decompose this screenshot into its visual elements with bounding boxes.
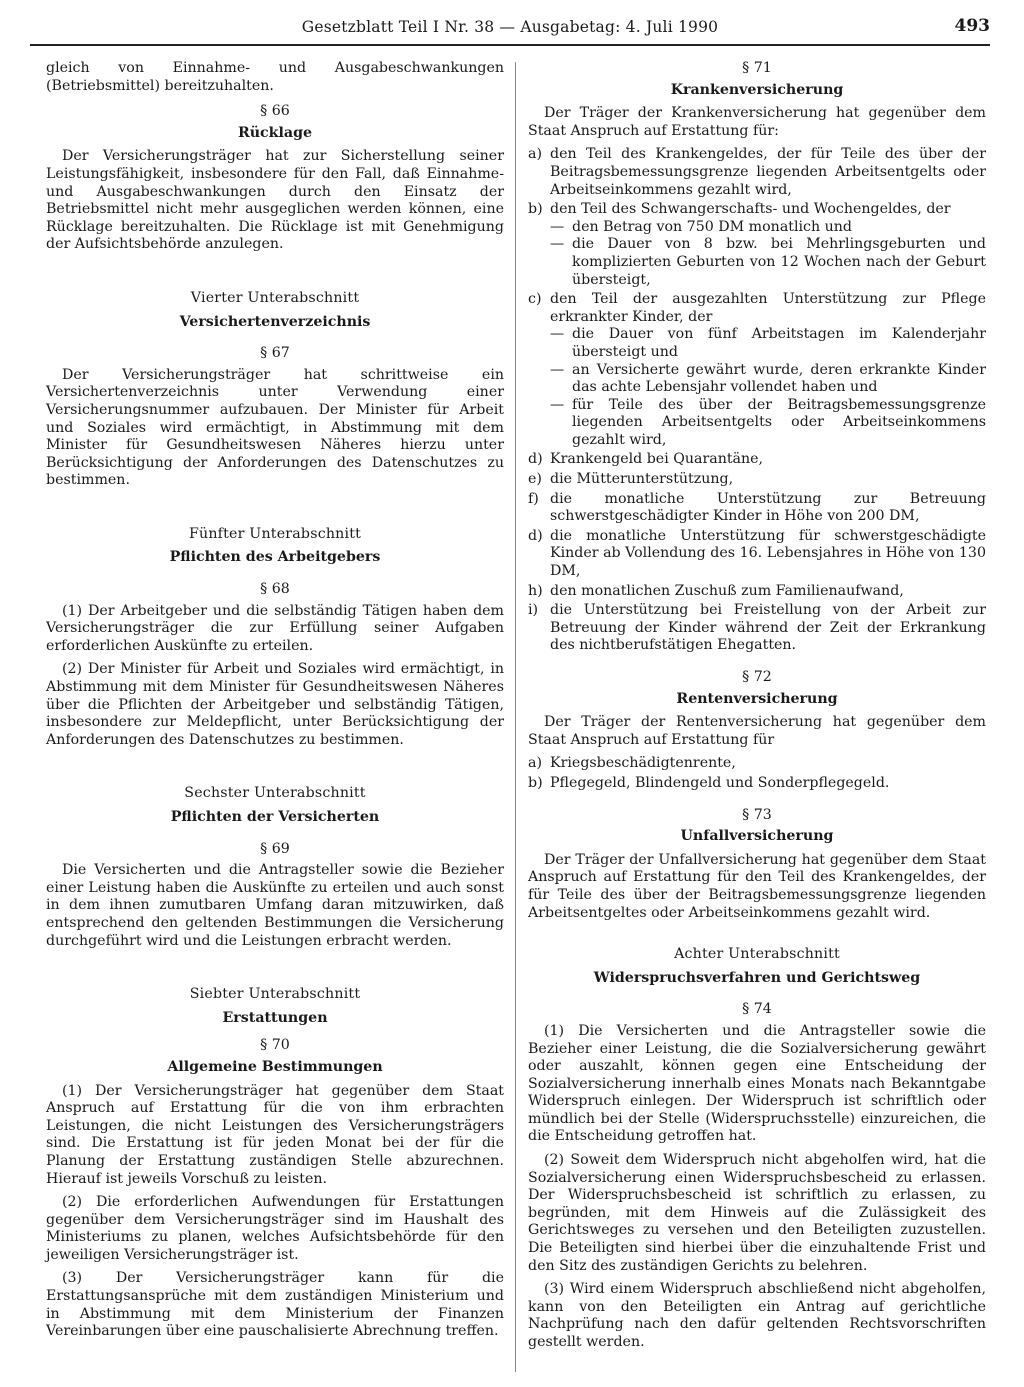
list-marker: i) xyxy=(528,602,539,619)
section-70-para-2: (2) Die erforderlichen Aufwendungen für Erstattungen gegenüber dem Versicherungsträger sind im Haushalt des Ministeriums zu planen, welches Aufsichtsbehörde für den jeweiligen Versicherungsträger ist. xyxy=(46,1194,504,1263)
dash-item xyxy=(550,326,986,361)
section-74-para-1: (1) Die Versicherten und die Antragsteller sowie die Bezieher einer Leistung, die die Sozialversicherung gewährt oder auszahlt, können gegen eine Entscheidung der Sozialversicherung innerhalb eines Monats nach Bekanntgabe Widerspruch einlegen. Der Widerspruch ist schriftlich oder mündlich bei der Stelle (Widerspruchsstelle) einzureichen, die die Entscheidung getroffen hat. xyxy=(528,1022,986,1145)
section-68-para-2: (2) Der Minister für Arbeit und Soziales wird ermächtigt, in Abstimmung mit dem Minister für Gesundheitswesen Näheres über die Pflichten der Arbeitgeber und selbständig Tätigen, insbesondere zur Meldepflicht, unter Berücksichtigung der Anforderungen des Datenschutzes zu bestimmen. xyxy=(46,661,504,748)
list-marker: a) xyxy=(528,755,542,772)
header-title: Gesetzblatt Teil I Nr. 38 — Ausgabetag: 4. Juli 1990 xyxy=(301,18,719,36)
dash-marker: — xyxy=(550,218,565,235)
list-marker: f) xyxy=(528,490,539,507)
subsection-6-title: Pflichten der Versicherten xyxy=(170,809,380,825)
dash-item-text: die Dauer von 8 bzw. bei Mehrlingsgeburten und komplizierten Geburten von 12 Wochen nach der Geburt übersteigt, xyxy=(572,236,986,288)
continued-text: gleich von Einnahme- und Ausgabeschwankungen (Betriebsmittel) bereitzuhalten. xyxy=(46,60,504,94)
dash-marker: — xyxy=(550,236,565,253)
list-item xyxy=(528,528,986,581)
subsection-8-heading: Achter Unterabschnitt xyxy=(674,946,840,963)
list-item-text: Pflegegeld, Blindengeld und Sonderpflegegeld. xyxy=(550,774,890,791)
list-marker: h) xyxy=(528,582,543,599)
section-72-intro: Der Träger der Rentenversicherung hat gegenüber dem Staat Anspruch auf Erstattung für xyxy=(528,714,986,748)
section-73-title: Unfallversicherung xyxy=(680,828,834,845)
list-marker: b) xyxy=(528,201,543,218)
list-item xyxy=(528,602,986,655)
section-72-number: § 72 xyxy=(742,669,772,685)
section-71-intro: Der Träger der Krankenversicherung hat gegenüber dem Staat Anspruch auf Erstattung für: xyxy=(528,105,986,139)
dash-item-text: die Dauer von fünf Arbeitstagen im Kalenderjahr übersteigt und xyxy=(572,326,986,360)
dash-item-text: an Versicherte gewährt wurde, deren erkrankte Kinder das achte Lebensjahr vollendet haben und xyxy=(572,361,986,396)
dash-item xyxy=(550,219,986,237)
section-74-para-2: (2) Soweit dem Widerspruch nicht abgeholfen wird, hat die Sozialversicherung einen Widerspruchsbescheid zu erlassen. Der Widerspruchsbescheid ist schriftlich zu erlassen, zu begründen, mit dem Hinweis auf die Zulässigkeit des Gerichtsweges zu versehen und den Beteiligten zuzustellen. Die Beteiligten sind hierbei über die einzuhaltende Frist und den Sitz des zuständigen Gerichts zu belehren. xyxy=(528,1152,986,1274)
list-marker: a) xyxy=(528,146,542,163)
page-header xyxy=(30,14,990,46)
list-item-text: die Unterstützung bei Freistellung von der Arbeit zur Betreuung der Kinder während der Zeit der Erkrankung des nichtberufstätigen Ehegatten. xyxy=(550,602,986,654)
subsection-6-heading: Sechster Unterabschnitt xyxy=(184,785,366,802)
subsection-7-heading: Siebter Unterabschnitt xyxy=(189,986,361,1003)
section-70-title: Allgemeine Bestimmungen xyxy=(167,1058,383,1075)
section-72-title: Rentenversicherung xyxy=(676,690,838,707)
list-marker: c) xyxy=(528,291,542,308)
list-item xyxy=(528,583,986,601)
list-item-text: die monatliche Unterstützung zur Betreuung schwerstgeschädigter Kinder in Höhe von 200 DM, xyxy=(550,490,986,525)
list-item xyxy=(528,755,986,773)
dash-marker: — xyxy=(550,396,565,413)
list-marker: e) xyxy=(528,471,542,488)
dash-marker: — xyxy=(550,361,565,378)
section-71-list xyxy=(528,146,986,655)
section-67-number: § 67 xyxy=(260,345,290,362)
list-item-text: den Teil des Krankengeldes, der für Teile des über der Beitragsbemessungsgrenze liegenden Arbeitsentgelts oder Arbeitseinkommens gezahlt wird, xyxy=(550,146,986,198)
dash-item xyxy=(550,236,986,289)
dash-item xyxy=(550,397,986,450)
list-marker: d) xyxy=(528,451,543,468)
section-67-text: Der Versicherungsträger hat schrittweise ein Versichertenverzeichnis unter Verwendung einer Versicherungsnummer aufzubauen. Der Minister für Arbeit und Soziales wird ermächtigt, in Abstimmung mit dem Minister für Gesundheitswesen Näheres hierzu unter Berücksichtigung der Anforderungen des Datenschutzes zu bestimmen. xyxy=(46,366,504,489)
section-70-para-3: (3) Der Versicherungsträger kann für die Erstattungsansprüche mit dem zuständigen Ministerium und in Abstimmung mit dem Ministerium der Finanzen Vereinbarungen über eine pauschalisierte Abrechnung treffen. xyxy=(46,1270,504,1340)
section-66-number: § 66 xyxy=(260,103,290,120)
subsection-5-title: Pflichten des Arbeitgebers xyxy=(169,549,381,566)
section-70-para-1: (1) Der Versicherungsträger hat gegenüber dem Staat Anspruch auf Erstattung für die von ihm erbrachten Leistungen, die nicht Leistungen des Versicherungsträgers sind. Die Erstattung ist für jeden Monat bei der für die Planung der Erstattung zuständigen Stelle abzurechnen. Hierauf ist jeweils Vorschuß zu leisten. xyxy=(46,1082,504,1187)
list-item xyxy=(528,775,986,793)
section-66-title: Rücklage xyxy=(237,124,313,141)
subsection-8-title: Widerspruchsverfahren und Gerichtsweg xyxy=(593,969,921,986)
subsection-7-title: Erstattungen xyxy=(222,1009,328,1026)
dash-item xyxy=(550,362,986,397)
list-item-text: Kriegsbeschädigtenrente, xyxy=(550,755,736,772)
dash-item-text: für Teile des über der Beitragsbemessungsgrenze liegenden Arbeitsentgelts oder Arbeitseinkommens gezahlt wird, xyxy=(572,396,986,448)
list-item-text: Krankengeld bei Quarantäne, xyxy=(550,451,764,468)
list-item-text: den monatlichen Zuschuß zum Familienaufwand, xyxy=(550,582,904,599)
section-71-number: § 71 xyxy=(742,60,772,76)
section-73-text: Der Träger der Unfallversicherung hat gegenüber dem Staat Anspruch auf Erstattung für den Teil des Krankengeldes, der für Teile des über der Beitragsbemessungsgrenze liegenden Arbeitsentgeltes oder Arbeitseinkommens gezahlt wird. xyxy=(528,851,986,921)
list-item-text: die Mütterunterstützung, xyxy=(550,471,734,488)
list-item xyxy=(528,146,986,199)
section-74-number: § 74 xyxy=(742,1001,772,1018)
left-column xyxy=(46,60,504,1373)
list-marker: d) xyxy=(528,527,543,544)
page-number: 493 xyxy=(954,16,990,36)
dash-item-text: den Betrag von 750 DM monatlich und xyxy=(572,218,853,235)
section-66-text: Der Versicherungsträger hat zur Sicherstellung seiner Leistungsfähigkeit, insbesondere für den Fall, daß Einnahme- und Ausgabeschwankungen durch den Einsatz der Betriebsmittel nicht mehr ausgeglichen werden können, eine Rücklage bereitzuhalten. Die Rücklage ist mit Genehmigung der Aufsichtsbehörde anzulegen. xyxy=(46,148,504,253)
list-item xyxy=(528,491,986,526)
list-item xyxy=(528,451,986,469)
section-71-title: Krankenversicherung xyxy=(670,81,844,98)
list-item xyxy=(528,471,986,489)
section-68-para-1: (1) Der Arbeitgeber und die selbständig Tätigen haben dem Versicherungsträger die zur Erfüllung seiner Aufgaben erforderlichen Auskünfte zu erteilen. xyxy=(46,602,504,654)
list-item-text: den Teil der ausgezahlten Unterstützung zur Pflege erkrankter Kinder, der xyxy=(550,291,986,325)
list-marker: b) xyxy=(528,774,543,791)
subsection-4-title: Versichertenverzeichnis xyxy=(179,313,371,330)
list-item-text: den Teil des Schwangerschafts- und Wochengeldes, der xyxy=(550,201,951,218)
subsection-5-heading: Fünfter Unterabschnitt xyxy=(188,525,362,542)
section-74-para-3: (3) Wird einem Widerspruch abschließend nicht abgeholfen, kann von den Beteiligten ein Antrag auf gerichtliche Nachprüfung nach den dafür geltenden Rechtsvorschriften gestellt werden. xyxy=(528,1281,986,1350)
section-69-number: § 69 xyxy=(260,840,290,857)
list-item-text: die monatliche Unterstützung für schwerstgeschädigte Kinder ab Vollendung des 16. Lebensjahres in Höhe von 130 DM, xyxy=(550,527,986,580)
dash-marker: — xyxy=(550,326,565,343)
list-item xyxy=(528,201,986,289)
section-69-text: Die Versicherten und die Antragsteller sowie die Bezieher einer Leistung haben die Auskünfte zu erteilen und auch sonst in dem ihnen zumutbaren Umfang daran mitzuwirken, daß entsprechend den geltenden Bestimmungen die Versicherung durchgeführt wird und die Leistungen erbracht werden. xyxy=(46,862,504,949)
section-73-number: § 73 xyxy=(742,806,772,823)
right-column xyxy=(528,60,986,1373)
section-70-number: § 70 xyxy=(260,1037,290,1054)
section-72-list xyxy=(528,755,986,792)
column-divider xyxy=(515,62,516,1372)
section-68-number: § 68 xyxy=(260,581,290,598)
list-item xyxy=(528,291,986,449)
subsection-4-heading: Vierter Unterabschnitt xyxy=(190,289,360,306)
